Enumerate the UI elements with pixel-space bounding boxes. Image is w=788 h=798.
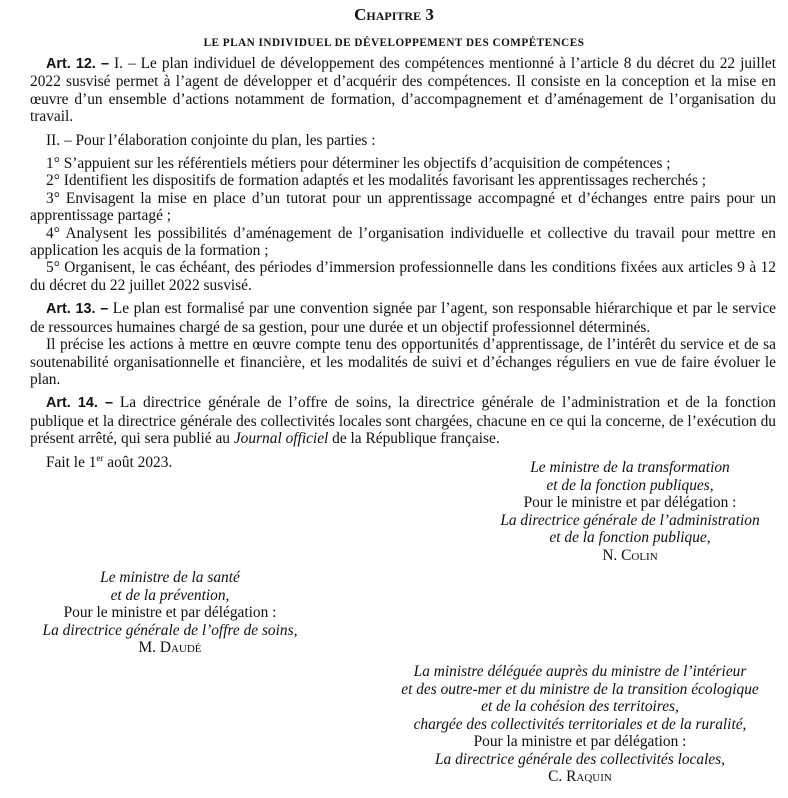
role-line: et de la fonction publique, — [549, 529, 711, 546]
minister-line: et des outre-mer et du ministre de la transition écologique — [401, 680, 759, 698]
article-14-paragraph-1 — [30, 394, 776, 447]
article-14-text-a: La directrice générale de l’offre de soins, la directrice générale de l’administration et de la fonction publique et la directrice générale des collectivités locales sont chargées, chacune en ce qui la concerne, de l’exécution du présent arrêté, qui sera publié au — [30, 394, 776, 448]
delegation-line: Pour le ministre et par délégation : — [63, 604, 277, 621]
signatory-surname: Raquin — [566, 768, 612, 785]
article-12-paragraph-1 — [30, 55, 776, 126]
article-14-label: Art. 14. – — [46, 395, 113, 412]
article-13-paragraph-1 — [30, 300, 776, 336]
signatory-name — [10, 639, 330, 657]
signatory-name — [475, 547, 785, 565]
signatory-surname: Colin — [621, 546, 658, 564]
minister-line: et de la cohésion des territoires, — [481, 698, 679, 715]
minister-line: et de la fonction publiques, — [546, 476, 714, 494]
role-line: La directrice générale des collectivités locales, — [434, 750, 726, 768]
date-suffix: août 2023. — [103, 453, 173, 471]
signatory-name — [370, 768, 788, 786]
role-line: La directrice générale de l’offre de soins, — [42, 621, 298, 639]
date-prefix: Fait le 1 — [46, 453, 97, 471]
minister-line: Le ministre de la transformation — [530, 459, 730, 476]
article-12-item-3: 3° Envisagent la mise en place d’un tutorat pour un apprentissage accompagné et d’échanges entre pairs pour un apprentissage partagé ; — [30, 189, 776, 225]
article-13-paragraph-2: Il précise les actions à mettre en œuvre compte tenu des opportunités d’apprentissage, de l’intérêt du service et de sa soutenabilité organisationnelle et financière, et les modalités de suivi et d’échanges réguliers en vue de faire évoluer le plan. — [30, 336, 776, 388]
signatory-initial: N. — [602, 546, 622, 564]
article-14-text-b: de la République française. — [328, 430, 500, 448]
article-12-item-4: 4° Analysent les possibilités d’aménagement de l’organisation individuelle et collective du travail pour mettre en application les acquis de la formation ; — [30, 224, 776, 260]
signatory-initial: C. — [548, 768, 567, 785]
role-line: La directrice générale de l’administration — [500, 511, 760, 529]
signatory-initial: M. — [138, 639, 160, 656]
chapter-title: Chapitre 3 — [354, 5, 434, 24]
article-12-label: Art. 12. – — [46, 56, 110, 72]
article-13-text-1: Le plan est formalisé par une convention signée par l’agent, son responsable hiérarchique et par le service de ressources humaines chargé de sa gestion, pour une durée et un objectif professionnel déterminés. — [30, 300, 776, 336]
delegation-line: Pour la ministre et par délégation : — [473, 733, 687, 750]
article-13-label: Art. 13. – — [46, 301, 109, 318]
article-12-text-1: I. – Le plan individuel de développement des compétences mentionné à l’article 8 du décret du 22 juillet 2022 susvisé permet à l’agent de développer et d’acquérir des compétences. Il consiste en la conception et la mise en œuvre d’un ensemble d’actions notamment de formation, d’accompagnement et d’aménagement de l’organisation du travail. — [30, 55, 776, 126]
signature-block-fonction-publique — [475, 459, 785, 564]
date-superscript: er — [96, 452, 104, 463]
minister-line: La ministre déléguée auprès du ministre de l’intérieur — [413, 663, 747, 680]
delegation-line: Pour le ministre et par délégation : — [523, 494, 737, 511]
minister-line: chargée des collectivités territoriales et de la ruralité, — [413, 715, 747, 733]
article-12-paragraph-2: II. – Pour l’élaboration conjointe du plan, les parties : — [46, 131, 376, 149]
article-12-item-5: 5° Organisent, le cas échéant, des périodes d’immersion professionnelle dans les conditions fixées aux articles 9 à 12 du décret du 22 juillet 2022 susvisé. — [30, 259, 776, 294]
signatory-surname: Daudé — [159, 639, 202, 656]
article-12-item-1: 1° S’appuient sur les référentiels métiers pour déterminer les objectifs d’acquisition de compétences ; — [46, 155, 671, 173]
minister-line: et de la prévention, — [110, 586, 230, 604]
journal-officiel-text: Journal officiel — [233, 430, 329, 448]
signature-block-collectivites — [370, 663, 788, 786]
article-12-item-2: 2° Identifient les dispositifs de formation adaptés et les modalités favorisant les apprentissages recherchés ; — [46, 172, 707, 190]
chapter-subtitle: LE PLAN INDIVIDUEL DE DÉVELOPPEMENT DES COMPÉTENCES — [203, 37, 585, 49]
signature-block-sante — [10, 569, 330, 657]
minister-line: Le ministre de la santé — [100, 569, 240, 586]
